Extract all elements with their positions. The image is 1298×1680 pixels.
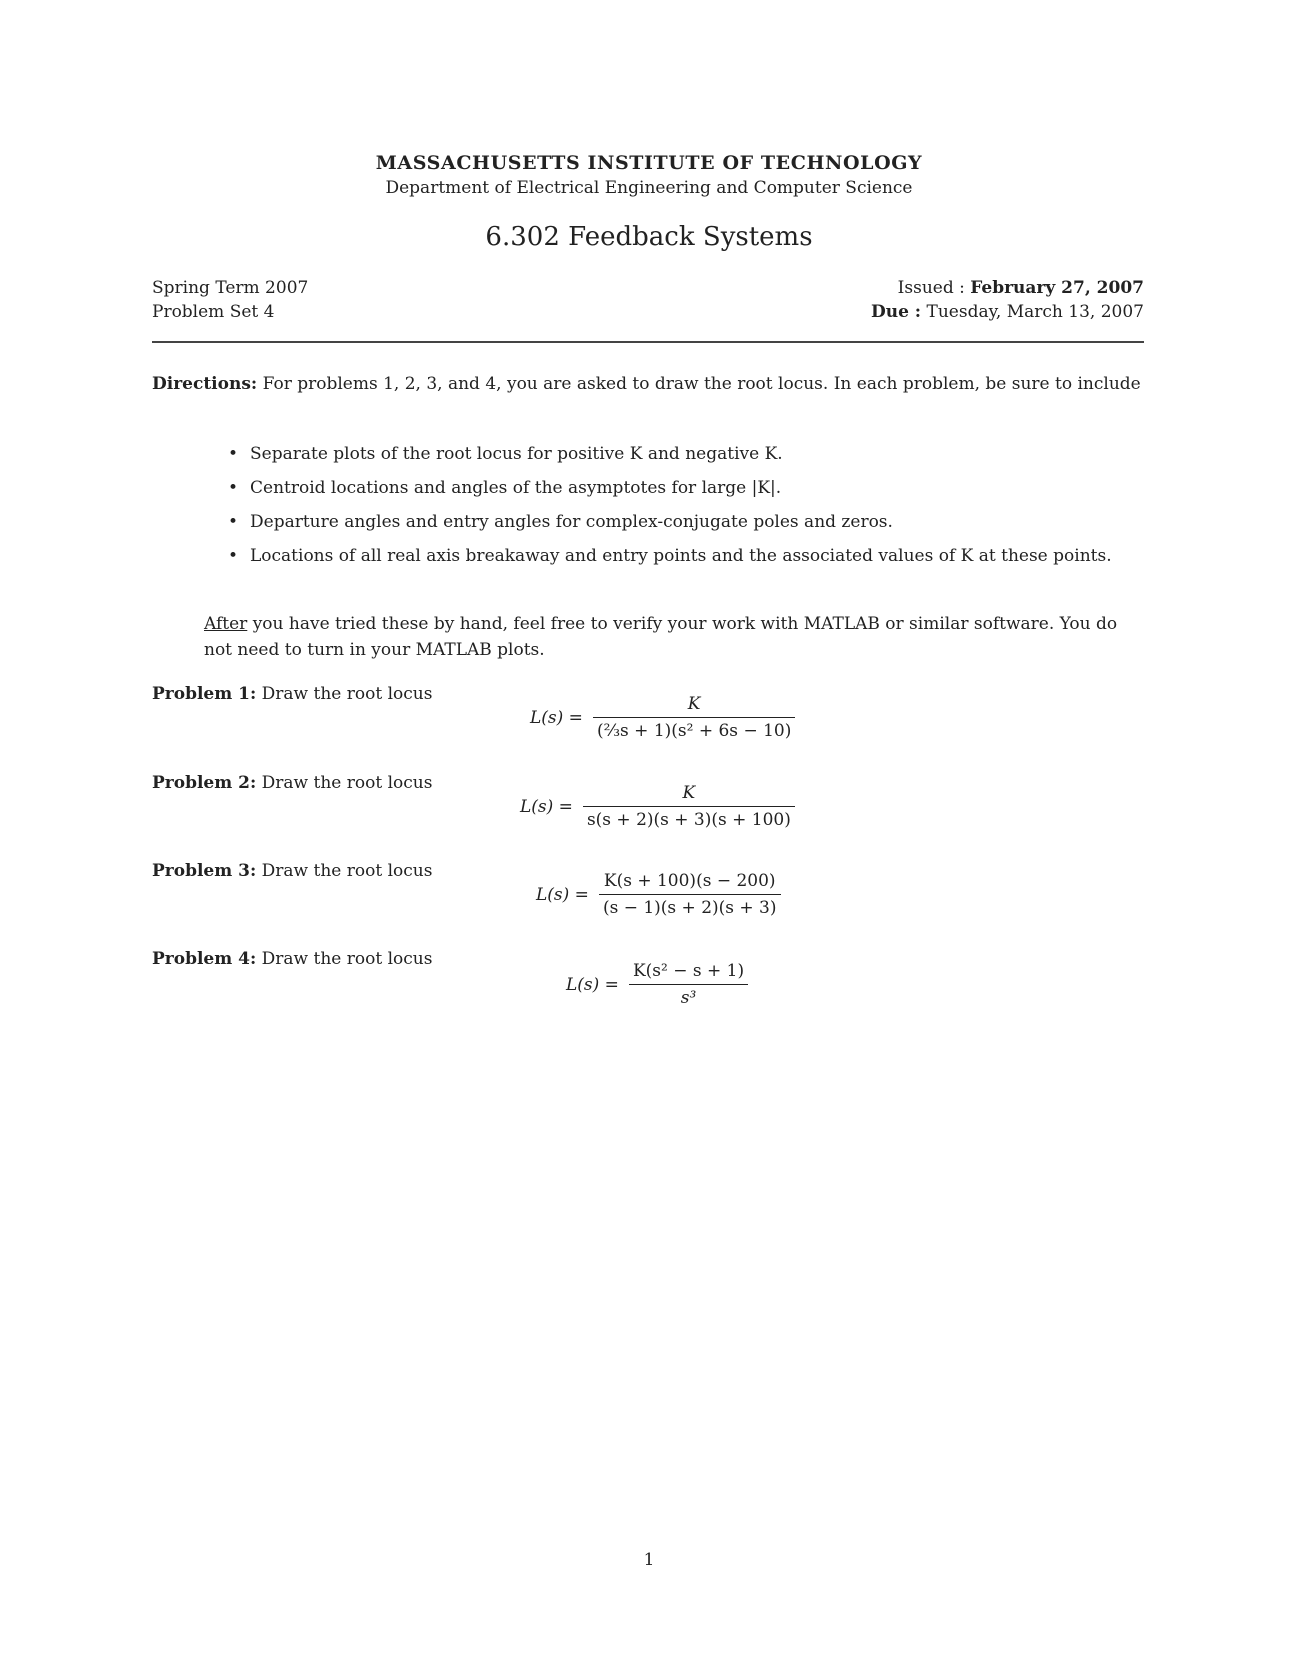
directions-text: For problems 1, 2, 3, and 4, you are asked to draw the root locus. In each problem, be sure to include (262, 374, 1141, 394)
bullet-icon: • (228, 478, 239, 498)
formula-lhs: L(s) = (566, 974, 619, 995)
formula-lhs: L(s) = (520, 796, 573, 817)
problem-set-number: Problem Set 4 (152, 302, 275, 322)
after-text: you have tried these by hand, feel free to verify your work with MATLAB or similar software. You do not need to turn in your MATLAB plots. (204, 614, 1118, 660)
fraction (629, 961, 748, 1008)
institution-name: MASSACHUSETTS INSTITUTE OF TECHNOLOGY (375, 152, 923, 174)
after-underlined: After (204, 614, 248, 634)
fraction-bar (583, 806, 795, 807)
numerator: K(s + 100)(s − 200) (603, 871, 776, 891)
problem-2-formula (520, 783, 795, 830)
problem-2-label: Problem 2: Draw the root locus (152, 773, 433, 793)
directions-label: Directions: (152, 374, 258, 394)
fraction-bar (629, 984, 748, 985)
denominator: s(s + 2)(s + 3)(s + 100) (586, 810, 791, 830)
due-line (871, 300, 1144, 324)
fraction (583, 783, 795, 830)
list-item: • Locations of all real axis breakaway and entry points and the associated values of K at these points. (228, 543, 1144, 569)
fraction-bar (593, 717, 795, 718)
denominator: (⅔s + 1)(s² + 6s − 10) (596, 721, 792, 741)
numerator: K(s² − s + 1) (632, 961, 745, 981)
denominator: (s − 1)(s + 2)(s + 3) (602, 898, 777, 918)
term-info (152, 276, 308, 324)
term: Spring Term 2007 (152, 278, 309, 298)
list-item: • Separate plots of the root locus for positive K and negative K. (228, 441, 1144, 467)
issued-line (871, 276, 1144, 300)
list-item: • Centroid locations and angles of the asymptotes for large |K|. (228, 475, 1144, 501)
after-paragraph (204, 611, 1144, 663)
header-divider (152, 341, 1144, 343)
bullet-icon: • (228, 546, 239, 566)
page-number: 1 (643, 1550, 655, 1570)
denominator: s³ (680, 988, 697, 1008)
problem-3-label: Problem 3: Draw the root locus (152, 861, 433, 881)
issued-date: February 27, 2007 (970, 278, 1144, 298)
requirements-list (228, 441, 1144, 577)
formula-lhs: L(s) = (536, 884, 589, 905)
problem-4-label: Problem 4: Draw the root locus (152, 949, 433, 969)
department-name: Department of Electrical Engineering and Computer Science (385, 178, 913, 198)
date-info (871, 276, 1144, 324)
list-item: • Departure angles and entry angles for complex-conjugate poles and zeros. (228, 509, 1144, 535)
due-label: Due : (870, 302, 922, 322)
bullet-icon: • (228, 444, 239, 464)
due-date: Tuesday, March 13, 2007 (926, 302, 1144, 322)
fraction (599, 871, 781, 918)
numerator: K (682, 783, 696, 803)
problem-3-formula (536, 871, 781, 918)
fraction-bar (599, 894, 781, 895)
fraction (593, 694, 795, 741)
issued-label: Issued : (897, 278, 965, 298)
bullet-icon: • (228, 512, 239, 532)
directions-paragraph (152, 371, 1144, 397)
numerator: K (687, 694, 701, 714)
problem-1-formula (530, 694, 795, 741)
course-title: 6.302 Feedback Systems (485, 222, 813, 252)
problem-1-label: Problem 1: Draw the root locus (152, 684, 433, 704)
problem-4-formula (566, 961, 748, 1008)
formula-lhs: L(s) = (530, 707, 583, 728)
